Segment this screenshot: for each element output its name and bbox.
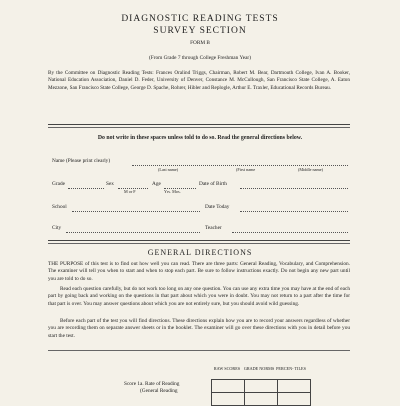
- grade-label: Grade: [52, 181, 65, 187]
- first-name-caption: (First name: [236, 167, 256, 172]
- notice-text: Do not write in these spaces unless told to do so. Read the general directions below.: [97, 135, 303, 141]
- raw-score-cell[interactable]: [212, 393, 245, 406]
- directions-heading: GENERAL DIRECTIONS: [147, 248, 253, 257]
- divider-middle-thin: [48, 243, 350, 244]
- age-label: Age: [152, 181, 161, 187]
- age-units: Yrs. Mos.: [164, 189, 181, 194]
- school-label: School: [52, 204, 67, 210]
- grade-norm-cell[interactable]: [245, 393, 278, 406]
- city-label: City: [52, 225, 62, 231]
- school-field[interactable]: [72, 211, 200, 212]
- grade-norm-cell[interactable]: [245, 380, 278, 393]
- dob-field[interactable]: [240, 188, 348, 189]
- raw-scores-header: RAW SCORES: [213, 366, 241, 371]
- directions-paragraph-3: Before each part of the test you will find directions. These directions explain how you are to record your answers regardless of whether you are recording them on separate answer sheets or in the booklet. The examiner will go over these directions with you in detail before you start the test.: [48, 318, 350, 339]
- name-label: Name (Please print clearly): [52, 158, 111, 164]
- score-row-sublabel: (General Reading: [140, 388, 178, 394]
- test-section: SURVEY SECTION: [153, 26, 247, 36]
- date-today-field[interactable]: [240, 211, 348, 212]
- dob-label: Date of Birth: [199, 181, 227, 187]
- last-name-caption: (Last name): [158, 167, 179, 172]
- score-table: [211, 379, 311, 406]
- grade-range: (From Grade 7 through College Freshman Year): [149, 55, 251, 61]
- percentiles-header: PERCEN- TILES: [276, 366, 306, 371]
- middle-name-caption: (Middle name): [298, 167, 324, 172]
- divider-middle: [48, 240, 350, 241]
- date-today-label: Date Today: [205, 204, 230, 210]
- directions-paragraph-1: THE PURPOSE of this test is to find out how well you can read. There are three parts: General Reading, Vocabulary, and Comprehension. The examiner will tell you when to start and when to stop each part. Be sure to follow instructions exactly. Do not begin any new part until you are told to do so.: [48, 261, 350, 282]
- percentile-cell[interactable]: [278, 380, 311, 393]
- directions-paragraph-2: Read each question carefully, but do not work too long on any one question. You can use any extra time you may have at the end of each part by going back and working on the questions in that part about which you were in doubt. You may not return to a part after the time for that part is over. You may answer questions about which you are not entirely sure, but you should avoid wild guessing.: [48, 286, 350, 307]
- name-field[interactable]: [132, 165, 348, 166]
- city-field[interactable]: [66, 232, 200, 233]
- grade-field[interactable]: [68, 188, 104, 189]
- grade-norms-header: GRADE NORMS: [243, 366, 275, 371]
- sex-label: Sex: [106, 181, 114, 187]
- committee-credits: By the Committee on Diagnostic Reading Tests: Frances Oralind Triggs, Chairman, Robert M. Bear, Dartmouth College, Ivan A. Booker, National Education Association, Daniel D. Feder, University of Denver, Constance M. McCullough, San Francisco State College, A. Eaton Mezzone, San Francisco State College, George D. Spache, Rohrer, Hibler and Replogle, Arthur E. Traxler, Educational Records Bureau.: [48, 70, 350, 91]
- divider-bottom: [48, 350, 350, 351]
- divider-top: [48, 124, 350, 125]
- teacher-label: Teacher: [205, 225, 222, 231]
- raw-score-cell[interactable]: [212, 380, 245, 393]
- divider-top-thin: [48, 127, 350, 128]
- percentile-cell[interactable]: [278, 393, 311, 406]
- score-row-label: Score 1a. Rate of Reading: [124, 381, 180, 387]
- test-title: DIAGNOSTIC READING TESTS: [121, 14, 279, 24]
- teacher-field[interactable]: [232, 232, 348, 233]
- sex-options: M or F: [124, 189, 136, 194]
- form-label: FORM B: [190, 40, 210, 46]
